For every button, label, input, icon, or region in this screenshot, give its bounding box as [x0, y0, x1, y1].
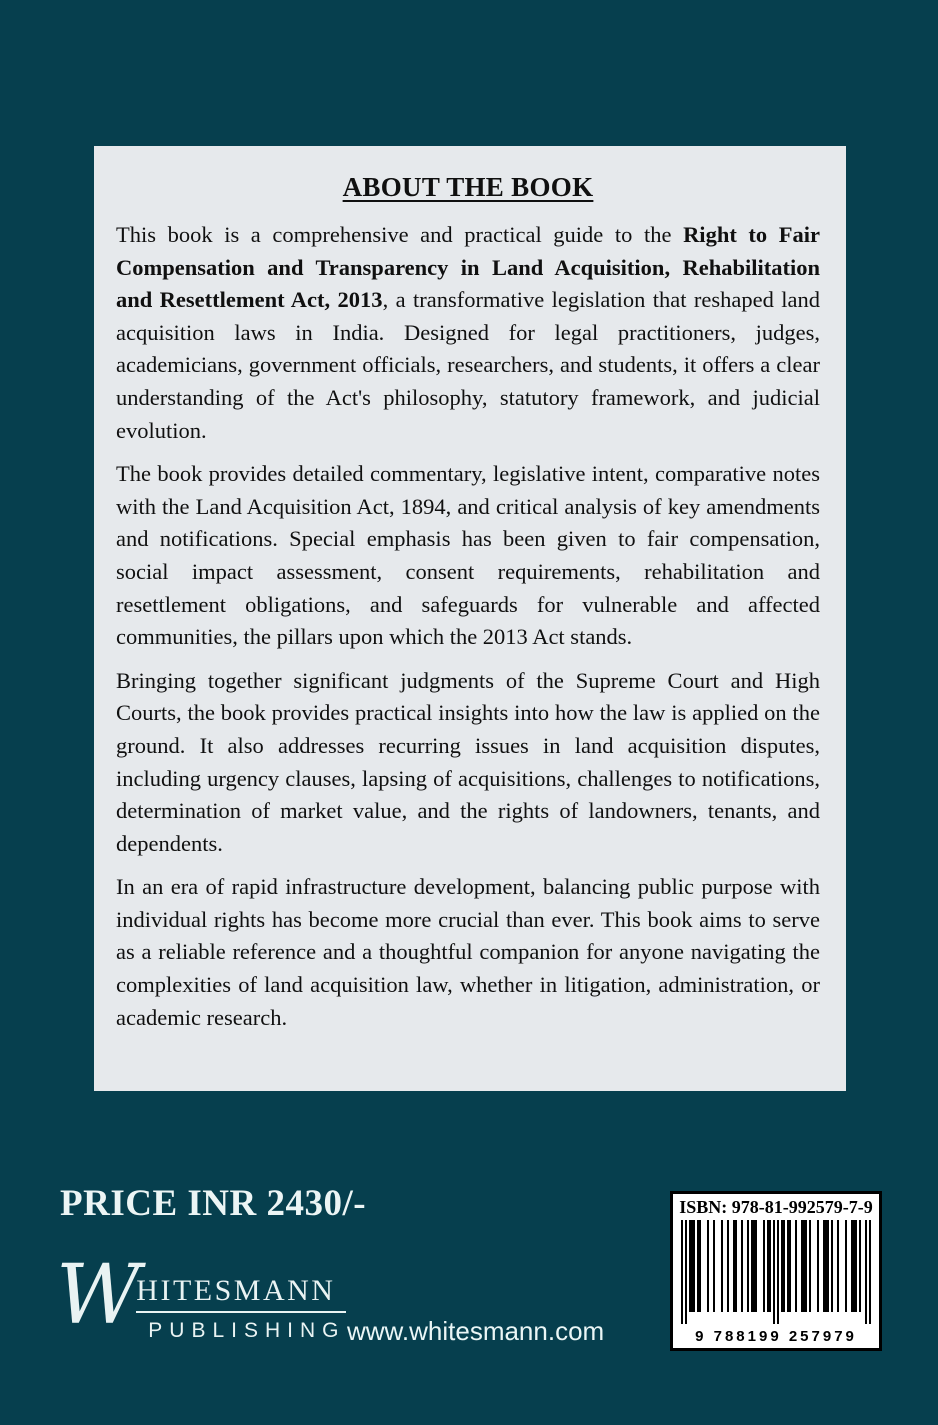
about-paragraph-3: Bringing together significant judgments of the Supreme Court and High Courts, the book provides practical insights into how the law is applied on the ground. It also addresses recurring issues in land acquisition disputes, including urgency clauses, lapsing of acquisitions, challenges to notifications, determination of market value, and the rights of landowners, tenants, and dependents. [116, 667, 820, 856]
publisher-logo [56, 1248, 346, 1343]
publisher-name: HITESMANN [136, 1274, 345, 1313]
isbn-block [670, 1191, 882, 1351]
about-paragraph-2: The book provides detailed commentary, legislative intent, comparative notes with the Land Acquisition Act, 1894, and critical analysis of key amendments and notifications. Special emphasis has been given to fair compensation, social impact assessment, consent requirements, rehabilitation and resettlement obligations, and safeguards for vulnerable and affected communities, the pillars upon which the 2013 Act stands. [116, 461, 820, 650]
publisher-logo-initial: W [56, 1248, 141, 1343]
price-label: PRICE INR 2430/- [60, 1183, 367, 1224]
publisher-logo-text [136, 1258, 345, 1343]
publisher-website: www.whitesmann.com [347, 1316, 605, 1346]
about-panel [94, 146, 846, 1091]
about-paragraph-1 [116, 219, 820, 447]
about-title: ABOUT THE BOOK [342, 172, 594, 202]
publisher-subtitle: PUBLISHING [148, 1319, 346, 1342]
paragraph-1-text: This book is a comprehensive and practical guide to the [116, 222, 684, 247]
barcode-digits: 9 788199 257979 [695, 1328, 857, 1345]
act-title-bold: Right to Fair Compensation and Transparency in Land Acquisition, Rehabilitation and Resettlement Act, 2013 [116, 222, 820, 313]
paragraph-1-continued: , a transformative legislation that reshaped land acquisition laws in India. Designed for legal practitioners, judges, academicians, government officials, researchers, and students, it offers a clear understanding of the Act's philosophy, statutory framework, and judicial evolution. [116, 287, 821, 443]
isbn-label: ISBN: 978-81-992579-7-9 [679, 1197, 873, 1217]
about-paragraph-4: In an era of rapid infrastructure development, balancing public purpose with individual rights has become more crucial than ever. This book aims to serve as a reliable reference and a thoughtful companion for anyone navigating the complexities of land acquisition law, whether in litigation, administration, or academic research. [116, 874, 820, 1030]
ean13-barcode [673, 1220, 879, 1324]
